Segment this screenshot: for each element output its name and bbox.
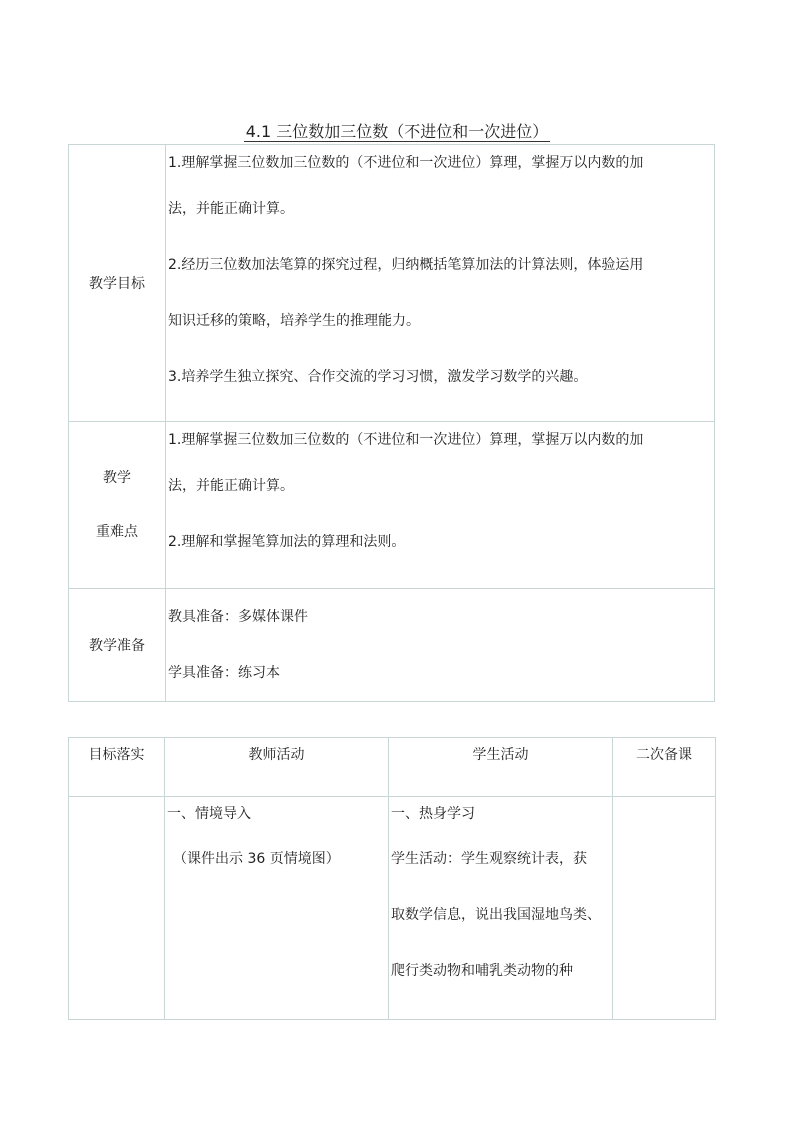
key-points-label-line2: 重难点 (96, 524, 138, 540)
key-point-line: 2.理解和掌握笔算加法的算理和法则。 (168, 534, 406, 550)
preparation-line: 教具准备：多媒体课件 (168, 609, 308, 625)
objective-line: 知识迁移的策略，培养学生的推理能力。 (168, 313, 420, 329)
header-student: 学生活动 (389, 738, 613, 797)
objective-line: 2.经历三位数加法笔算的探究过程，归纳概括笔算加法的计算法则，体验运用 (168, 257, 644, 273)
goal-cell (69, 797, 165, 1020)
objectives-content (166, 145, 715, 422)
objectives-row (69, 145, 715, 422)
key-point-line: 法，并能正确计算。 (168, 478, 294, 494)
teacher-line: （课件出示 36 页情境图） (173, 851, 340, 867)
preparation-label: 教学准备 (69, 589, 166, 702)
header-revision: 二次备课 (613, 738, 716, 797)
lesson-plan-table (68, 144, 715, 702)
key-points-label (69, 422, 166, 589)
key-points-row (69, 422, 715, 589)
preparation-row (69, 589, 715, 702)
preparation-line: 学具准备：练习本 (168, 665, 280, 681)
student-cell (389, 797, 613, 1020)
header-goal: 目标落实 (69, 738, 165, 797)
lesson-title (0, 121, 794, 143)
activity-header-row (69, 738, 716, 797)
preparation-content (166, 589, 715, 702)
student-line: 学生活动：学生观察统计表，获 (391, 851, 587, 867)
key-points-label-line1: 教学 (103, 470, 131, 486)
objective-line: 3.培养学生独立探究、合作交流的学习习惯，激发学习数学的兴趣。 (168, 369, 588, 385)
teacher-line: 一、情境导入 (167, 806, 251, 822)
key-points-content (166, 422, 715, 589)
student-line: 爬行类动物和哺乳类动物的种 (391, 963, 573, 979)
student-line: 取数学信息，说出我国湿地鸟类、 (391, 907, 601, 923)
key-point-line: 1.理解掌握三位数加三位数的（不进位和一次进位）算理，掌握万以内数的加 (168, 432, 644, 448)
lesson-title-text: 4.1 三位数加三位数（不进位和一次进位） (245, 122, 549, 141)
objective-line: 法，并能正确计算。 (168, 201, 294, 217)
student-line: 一、热身学习 (391, 806, 475, 822)
header-teacher: 教师活动 (165, 738, 389, 797)
objectives-label: 教学目标 (69, 145, 166, 422)
revision-cell (613, 797, 716, 1020)
activity-body-row (69, 797, 716, 1020)
objective-line: 1.理解掌握三位数加三位数的（不进位和一次进位）算理，掌握万以内数的加 (168, 155, 644, 171)
teacher-cell (165, 797, 389, 1020)
activity-table (68, 737, 716, 1020)
